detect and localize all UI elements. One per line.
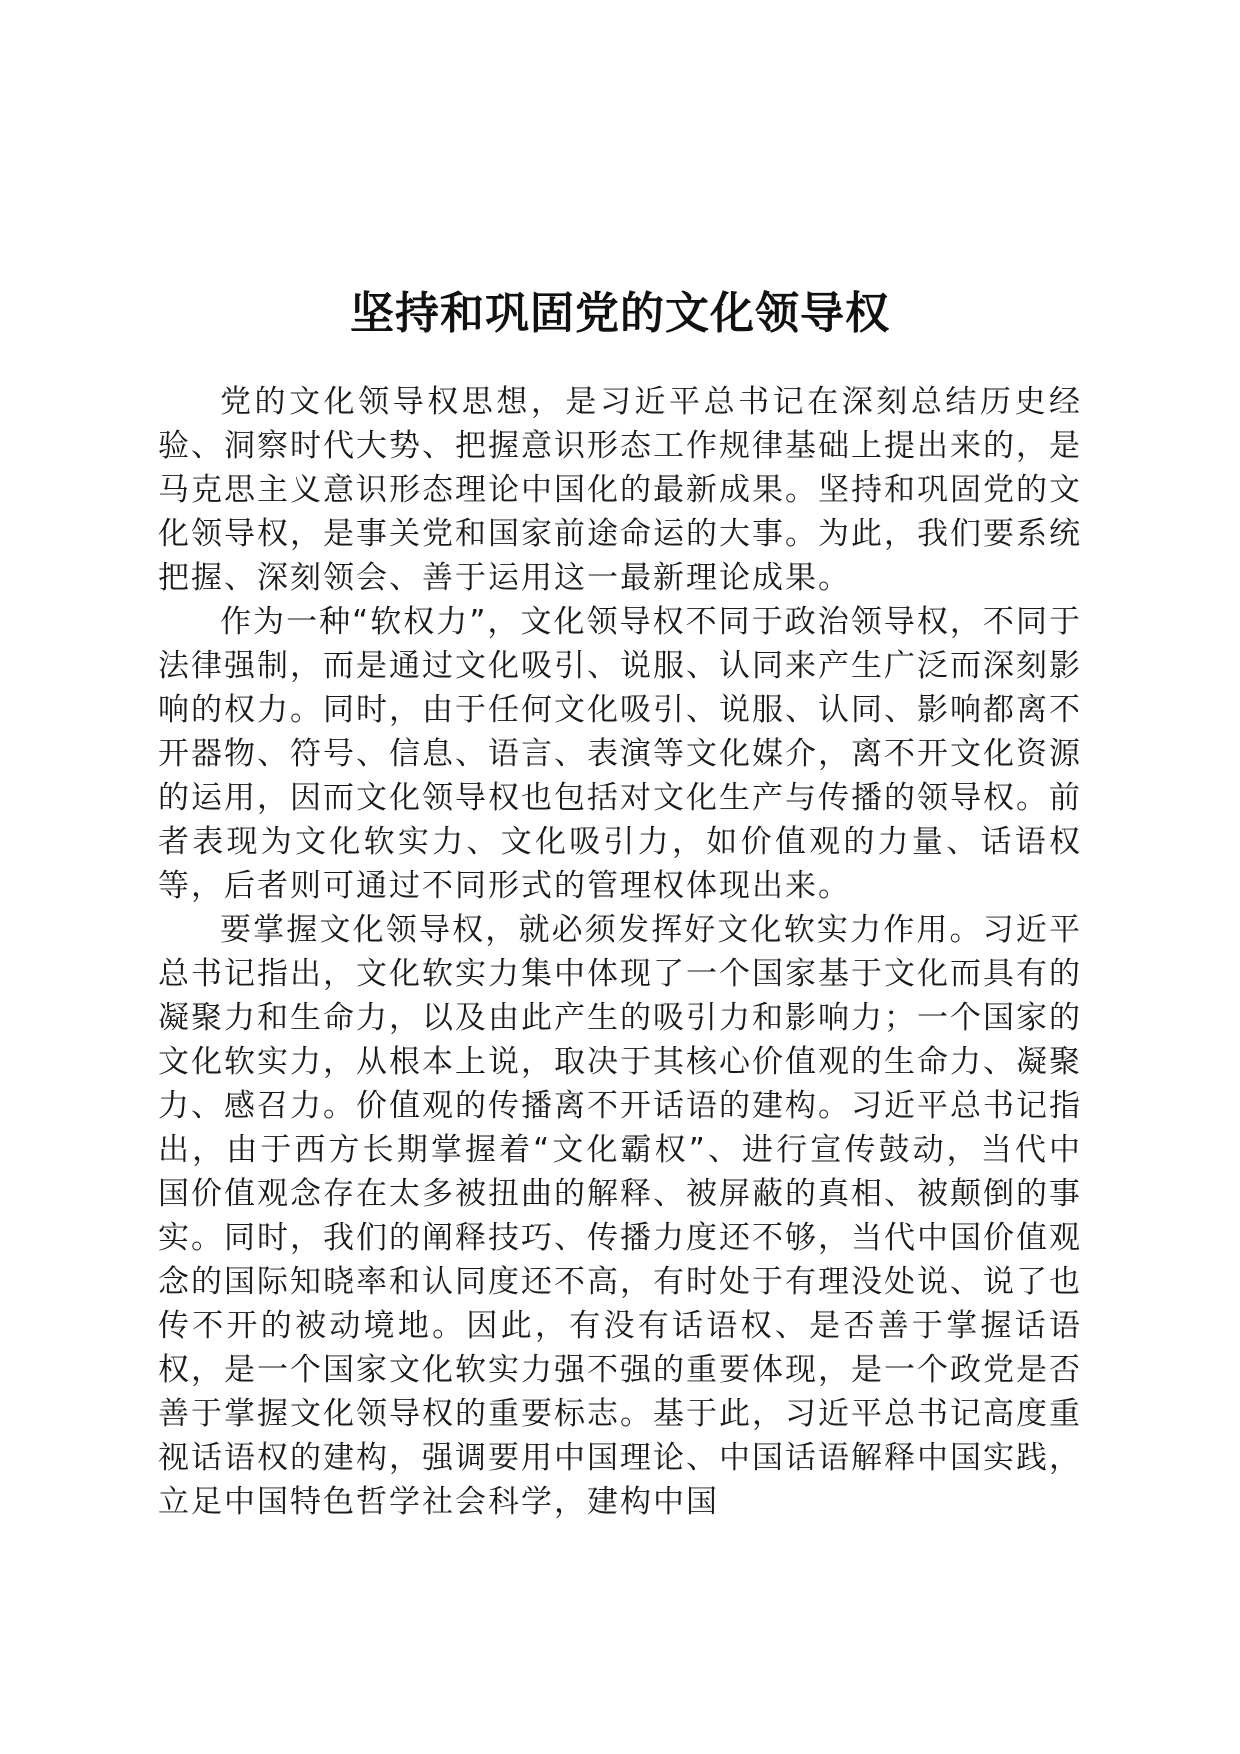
paragraph-3: 要掌握文化领导权，就必须发挥好文化软实力作用。习近平总书记指出，文化软实力集中体现了一个国家基于文化而具有的凝聚力和生命力，以及由此产生的吸引力和影响力；一个国家的文化软实力，从根本上说，取决于其核心价值观的生命力、凝聚力、感召力。价值观的传播离不开话语的建构。习近平总书记指出，由于西方长期掌握着“文化霸权”、进行宣传鼓动，当代中国价值观念存在太多被扭曲的解释、被屏蔽的真相、被颠倒的事实。同时，我们的阐释技巧、传播力度还不够，当代中国价值观念的国际知晓率和认同度还不高，有时处于有理没处说、说了也传不开的被动境地。因此，有没有话语权、是否善于掌握话语权，是一个国家文化软实力强不强的重要体现，是一个政党是否善于掌握文化领导权的重要标志。基于此，习近平总书记高度重视话语权的建构，强调要用中国理论、中国话语解释中国实践，立足中国特色哲学社会科学，建构中国 xyxy=(158,912,1082,1520)
page-title: 坚持和巩固党的文化领导权 xyxy=(350,288,890,340)
paragraph-2: 作为一种“软权力”，文化领导权不同于政治领导权，不同于法律强制，而是通过文化吸引、说服、认同来产生广泛而深刻影响的权力。同时，由于任何文化吸引、说服、认同、影响都离不开器物、符号、信息、语言、表演等文化媒介，离不开文化资源的运用，因而文化领导权也包括对文化生产与传播的领导权。前者表现为文化软实力、文化吸引力，如价值观的力量、话语权等，后者则可通过不同形式的管理权体现出来。 xyxy=(158,604,1082,904)
article-body xyxy=(158,380,1082,1524)
paragraph-1: 党的文化领导权思想，是习近平总书记在深刻总结历史经验、洞察时代大势、把握意识形态工作规律基础上提出来的，是马克思主义意识形态理论中国化的最新成果。坚持和巩固党的文化领导权，是事关党和国家前途命运的大事。为此，我们要系统把握、深刻领会、善于运用这一最新理论成果。 xyxy=(158,384,1082,596)
